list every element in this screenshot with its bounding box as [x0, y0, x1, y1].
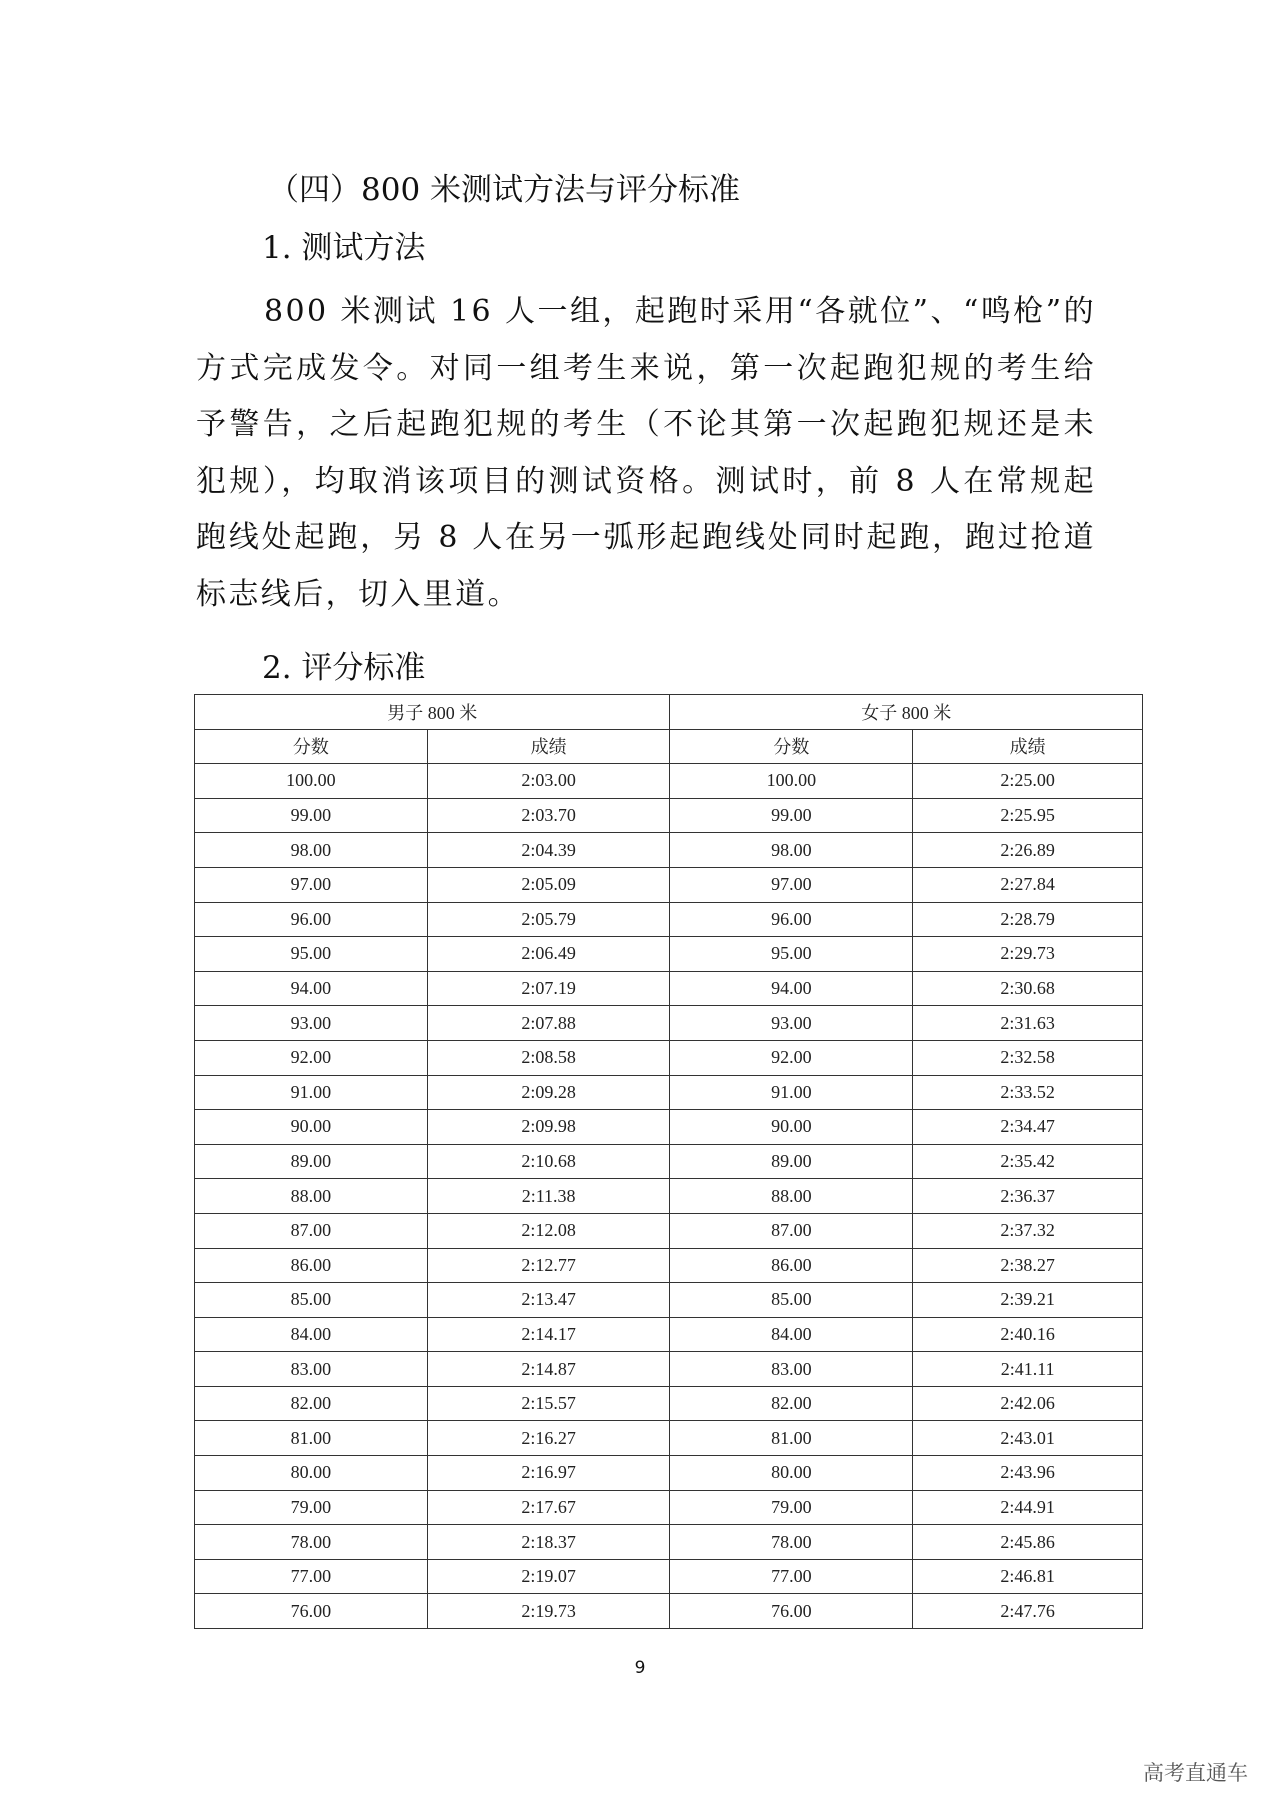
section-title: （四）800 米测试方法与评分标准 [268, 172, 741, 208]
female-result-cell: 2:41.11 [913, 1352, 1143, 1387]
female-result-cell: 2:46.81 [913, 1559, 1143, 1594]
male-score-cell: 92.00 [195, 1040, 428, 1075]
paragraph-text: 800 米测试 16 人一组，起跑时采用“各就位”、“鸣枪”的方式完成发令。对同一组考生来说，第一次起跑犯规的考生给予警告，之后起跑犯规的考生（不论其第一次起跑犯规还是未犯规），均取消该项目的测试资格。测试时，前 8 人在常规起跑线处起跑，另 8 人在另一弧形起跑线处同时起跑，跑过抢道标志线后，切入里道。 [196, 294, 1096, 612]
male-score-cell: 91.00 [195, 1075, 428, 1110]
female-score-cell: 84.00 [670, 1317, 913, 1352]
female-result-cell: 2:34.47 [913, 1110, 1143, 1145]
male-score-cell: 88.00 [195, 1179, 428, 1214]
page-number: 9 [634, 1658, 646, 1678]
male-score-header: 分数 [195, 729, 428, 764]
male-result-cell: 2:04.39 [427, 833, 670, 868]
female-score-cell: 97.00 [670, 867, 913, 902]
male-result-cell: 2:08.58 [427, 1040, 670, 1075]
male-score-cell: 79.00 [195, 1490, 428, 1525]
female-result-cell: 2:37.32 [913, 1213, 1143, 1248]
female-result-cell: 2:27.84 [913, 867, 1143, 902]
female-score-cell: 90.00 [670, 1110, 913, 1145]
male-result-cell: 2:14.87 [427, 1352, 670, 1387]
female-score-cell: 94.00 [670, 971, 913, 1006]
scoring-table [194, 694, 1143, 1629]
male-score-cell: 99.00 [195, 798, 428, 833]
male-score-cell: 86.00 [195, 1248, 428, 1283]
table-row [195, 1144, 1143, 1179]
male-result-cell: 2:14.17 [427, 1317, 670, 1352]
watermark: 高考直通车 [1143, 1761, 1248, 1785]
male-result-cell: 2:05.79 [427, 902, 670, 937]
female-score-cell: 78.00 [670, 1525, 913, 1560]
male-result-cell: 2:12.08 [427, 1213, 670, 1248]
male-score-cell: 89.00 [195, 1144, 428, 1179]
table-row [195, 1421, 1143, 1456]
male-result-cell: 2:13.47 [427, 1283, 670, 1318]
female-result-cell: 2:28.79 [913, 902, 1143, 937]
female-score-cell: 92.00 [670, 1040, 913, 1075]
table-row [195, 902, 1143, 937]
table-row [195, 971, 1143, 1006]
female-score-header: 分数 [670, 729, 913, 764]
male-result-cell: 2:17.67 [427, 1490, 670, 1525]
female-score-cell: 82.00 [670, 1386, 913, 1421]
female-score-cell: 77.00 [670, 1559, 913, 1594]
female-result-cell: 2:30.68 [913, 971, 1143, 1006]
female-score-cell: 83.00 [670, 1352, 913, 1387]
female-result-cell: 2:31.63 [913, 1006, 1143, 1041]
male-result-cell: 2:03.70 [427, 798, 670, 833]
female-score-cell: 80.00 [670, 1456, 913, 1491]
male-score-cell: 93.00 [195, 1006, 428, 1041]
female-result-cell: 2:45.86 [913, 1525, 1143, 1560]
female-800m-header: 女子 800 米 [670, 695, 1143, 730]
test-method-paragraph [196, 284, 1096, 624]
column-header-row [195, 729, 1143, 764]
female-score-cell: 93.00 [670, 1006, 913, 1041]
male-result-cell: 2:06.49 [427, 937, 670, 972]
table-row [195, 1594, 1143, 1629]
male-result-cell: 2:05.09 [427, 867, 670, 902]
table-row [195, 1179, 1143, 1214]
table-row [195, 867, 1143, 902]
female-result-cell: 2:42.06 [913, 1386, 1143, 1421]
female-score-cell: 87.00 [670, 1213, 913, 1248]
group-header-row [195, 695, 1143, 730]
male-result-cell: 2:15.57 [427, 1386, 670, 1421]
table-row [195, 1006, 1143, 1041]
male-result-cell: 2:18.37 [427, 1525, 670, 1560]
male-result-cell: 2:11.38 [427, 1179, 670, 1214]
male-result-cell: 2:03.00 [427, 764, 670, 799]
subheading-test-method: 1. 测试方法 [262, 230, 426, 266]
table-row [195, 1525, 1143, 1560]
female-result-cell: 2:32.58 [913, 1040, 1143, 1075]
female-result-cell: 2:25.95 [913, 798, 1143, 833]
female-result-cell: 2:36.37 [913, 1179, 1143, 1214]
male-result-cell: 2:07.88 [427, 1006, 670, 1041]
female-result-cell: 2:38.27 [913, 1248, 1143, 1283]
female-score-cell: 88.00 [670, 1179, 913, 1214]
male-result-header: 成绩 [427, 729, 670, 764]
female-result-cell: 2:26.89 [913, 833, 1143, 868]
male-score-cell: 97.00 [195, 867, 428, 902]
female-result-cell: 2:43.96 [913, 1456, 1143, 1491]
table-row [195, 1490, 1143, 1525]
male-score-cell: 98.00 [195, 833, 428, 868]
female-score-cell: 99.00 [670, 798, 913, 833]
male-result-cell: 2:09.28 [427, 1075, 670, 1110]
female-score-cell: 86.00 [670, 1248, 913, 1283]
male-score-cell: 78.00 [195, 1525, 428, 1560]
female-result-cell: 2:35.42 [913, 1144, 1143, 1179]
male-score-cell: 82.00 [195, 1386, 428, 1421]
table-row [195, 1386, 1143, 1421]
male-score-cell: 87.00 [195, 1213, 428, 1248]
female-score-cell: 95.00 [670, 937, 913, 972]
female-result-cell: 2:47.76 [913, 1594, 1143, 1629]
table-row [195, 764, 1143, 799]
female-score-cell: 81.00 [670, 1421, 913, 1456]
male-score-cell: 100.00 [195, 764, 428, 799]
table-row [195, 1075, 1143, 1110]
table-row [195, 1559, 1143, 1594]
table-row [195, 1110, 1143, 1145]
female-result-cell: 2:39.21 [913, 1283, 1143, 1318]
male-score-cell: 83.00 [195, 1352, 428, 1387]
male-800m-header: 男子 800 米 [195, 695, 670, 730]
male-score-cell: 81.00 [195, 1421, 428, 1456]
male-score-cell: 95.00 [195, 937, 428, 972]
male-score-cell: 85.00 [195, 1283, 428, 1318]
female-score-cell: 76.00 [670, 1594, 913, 1629]
male-result-cell: 2:16.97 [427, 1456, 670, 1491]
table-row [195, 833, 1143, 868]
table-row [195, 1317, 1143, 1352]
male-result-cell: 2:19.07 [427, 1559, 670, 1594]
male-score-cell: 84.00 [195, 1317, 428, 1352]
male-score-cell: 76.00 [195, 1594, 428, 1629]
female-result-cell: 2:33.52 [913, 1075, 1143, 1110]
female-score-cell: 89.00 [670, 1144, 913, 1179]
female-result-cell: 2:25.00 [913, 764, 1143, 799]
table-row [195, 798, 1143, 833]
table-row [195, 1456, 1143, 1491]
table-body [195, 764, 1143, 1629]
male-result-cell: 2:12.77 [427, 1248, 670, 1283]
table-row [195, 1248, 1143, 1283]
female-result-header: 成绩 [913, 729, 1143, 764]
male-result-cell: 2:16.27 [427, 1421, 670, 1456]
female-result-cell: 2:29.73 [913, 937, 1143, 972]
table-row [195, 1352, 1143, 1387]
female-score-cell: 91.00 [670, 1075, 913, 1110]
female-score-cell: 100.00 [670, 764, 913, 799]
female-score-cell: 85.00 [670, 1283, 913, 1318]
table-row [195, 1283, 1143, 1318]
male-score-cell: 90.00 [195, 1110, 428, 1145]
female-result-cell: 2:44.91 [913, 1490, 1143, 1525]
female-result-cell: 2:40.16 [913, 1317, 1143, 1352]
male-score-cell: 96.00 [195, 902, 428, 937]
table-row [195, 1040, 1143, 1075]
male-result-cell: 2:10.68 [427, 1144, 670, 1179]
male-score-cell: 77.00 [195, 1559, 428, 1594]
male-score-cell: 94.00 [195, 971, 428, 1006]
male-result-cell: 2:07.19 [427, 971, 670, 1006]
female-score-cell: 96.00 [670, 902, 913, 937]
female-score-cell: 98.00 [670, 833, 913, 868]
table-row [195, 1213, 1143, 1248]
male-score-cell: 80.00 [195, 1456, 428, 1491]
female-score-cell: 79.00 [670, 1490, 913, 1525]
male-result-cell: 2:09.98 [427, 1110, 670, 1145]
table-row [195, 937, 1143, 972]
subheading-scoring-standard: 2. 评分标准 [262, 650, 426, 686]
female-result-cell: 2:43.01 [913, 1421, 1143, 1456]
male-result-cell: 2:19.73 [427, 1594, 670, 1629]
